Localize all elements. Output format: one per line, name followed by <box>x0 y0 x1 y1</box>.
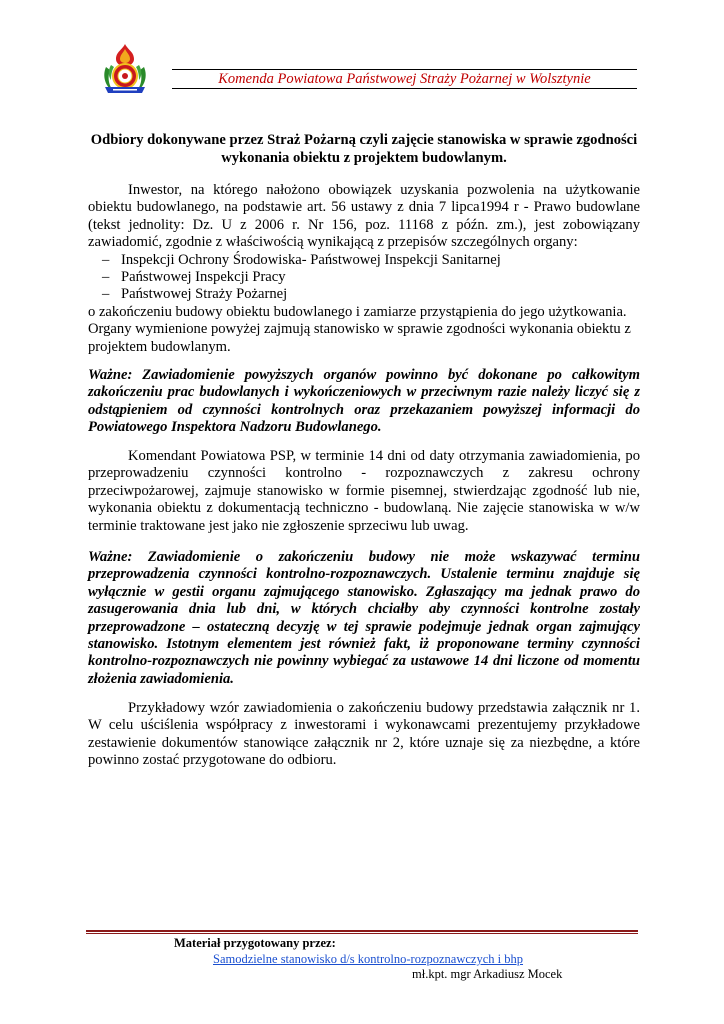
list-item: – Państwowej Straży Pożarnej <box>88 286 640 303</box>
header-title: Komenda Powiatowa Państwowej Straży Pożarnej w Wolsztynie <box>218 71 591 87</box>
list-item: – Inspekcji Ochrony Środowiska- Państwowej Inspekcji Sanitarnej <box>88 252 640 269</box>
commander-paragraph: Komendant Powiatowa PSP, w terminie 14 dni od daty otrzymania zawiadomienia, po przeprowadzeniu czynności kontrolno - rozpoznawczych z zakresu ochrony przeciwpożarowej, zajmuje stanowisko w formie pisemnej, stwierdzając zgodność lub nie, wykonania obiektu z dokumentacją techniczno - budowlaną. Nie zajęcie stanowiska w w/w terminie traktowane jest jako nie zgłoszenie sprzeciwu lub uwag. <box>88 448 640 534</box>
footer-rule-thin <box>86 933 638 934</box>
intro-section <box>88 182 640 356</box>
fire-brigade-logo-icon <box>99 43 151 99</box>
important-note-1: Ważne: Zawiadomienie powyższych organów powinno być dokonane po całkowitym zakończeniu prac budowlanych i wykończeniowych w przeciwnym razie należy liczyć się z odstąpieniem od czynności kontrolnych oraz przekazaniem powyższej informacji do Powiatowego Inspektora Nadzoru Budowlanego. <box>88 367 640 436</box>
footer-author: mł.kpt. mgr Arkadiusz Mocek <box>412 967 563 981</box>
intro-paragraph: Inwestor, na którego nałożono obowiązek uzyskania pozwolenia na użytkowanie obiektu budowlanego, na podstawie art. 56 ustawy z dnia 7 lipca1994 r - Prawo budowlane (tekst jednolity: Dz. U z 2006 r. Nr 156, poz. 11168 z późn. zm.), jest zobowiązany zawiadomić, zgodnie z właściwością wynikającą z przepisów szczególnych organy: <box>88 182 640 251</box>
organs-list <box>88 252 640 304</box>
footer-rule <box>86 930 638 932</box>
intro-outro-paragraph: o zakończeniu budowy obiektu budowlanego i zamiarze przystąpienia do jego użytkowania. Organy wymienione powyżej zajmują stanowisko w sprawie zgodności wykonania obiektu z projektem budowlanym. <box>88 303 631 355</box>
footer-label: Materiał przygotowany przez: <box>174 936 336 950</box>
footer-department-link[interactable]: Samodzielne stanowisko d/s kontrolno-rozpoznawczych i bhp <box>213 952 523 966</box>
header-rule-top <box>172 69 637 70</box>
attachments-paragraph: Przykładowy wzór zawiadomienia o zakończeniu budowy przedstawia załącznik nr 1. W celu uściślenia współpracy z inwestorami i wykonawcami prezentujemy przykładowe zestawienie dokumentów stanowiące załącznik nr 2, które uznaje się za niezbędne, a które powinno zostać przygotowane do odbioru. <box>88 700 640 769</box>
list-item: – Państwowej Inspekcji Pracy <box>88 269 640 286</box>
header-rule-bottom <box>172 88 637 89</box>
important-note-2: Ważne: Zawiadomienie o zakończeniu budowy nie może wskazywać terminu przeprowadzenia czynności kontrolno-rozpoznawczych. Ustalenie terminu znajduje się wyłącznie w gestii organu zajmującego stanowisko. Zgłaszający ma jednak prawo do zasugerowania dnia lub dni, w których chciałby aby czynności kontrolne zostały przeprowadzone – ostateczną decyzję w tej sprawie podejmuje jednak organ zajmujący stanowisko. Istotnym elementem jest również fakt, iż proponowane terminy czynności kontrolno-rozpoznawczych nie powinny wybiegać za ustawowe 14 dni liczone od momentu złożenia zawiadomienia. <box>88 549 640 687</box>
document-title: Odbiory dokonywane przez Straż Pożarną czyli zajęcie stanowiska w sprawie zgodności wykonania obiektu z projektem budowlanym. <box>90 132 638 166</box>
